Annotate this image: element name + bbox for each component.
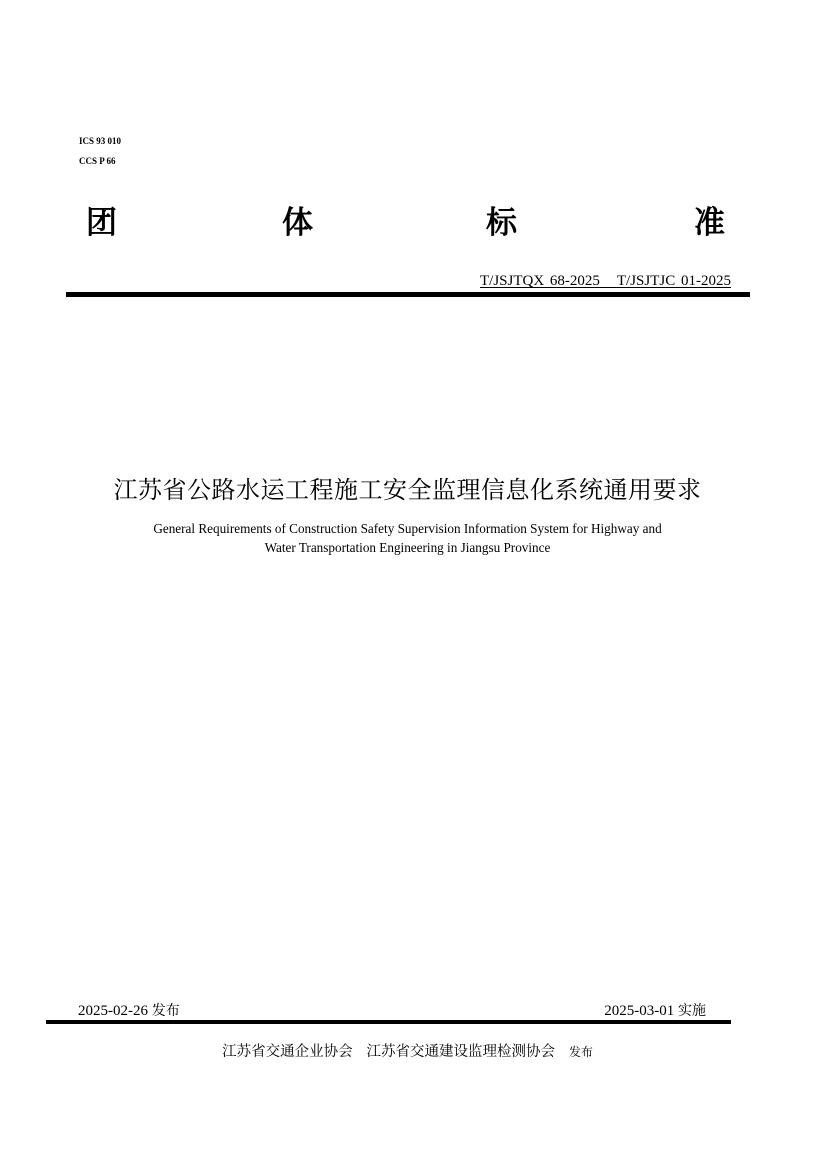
ics-code: ICS 93 010	[79, 136, 122, 146]
implement-date-block	[604, 1002, 706, 1020]
header-rule	[66, 292, 750, 297]
standard-code-2: T/JSJTJC 01-2025	[616, 273, 731, 289]
standard-codes	[480, 272, 731, 290]
standard-code-1: T/JSJTQX 68-2025	[479, 273, 600, 289]
header-char-ti: 体	[282, 205, 313, 241]
header-char-tuan: 团	[86, 205, 117, 241]
publisher-2: 江苏省交通建设监理检测协会	[366, 1044, 555, 1060]
publish-date: 2025-02-26	[78, 1003, 148, 1019]
implement-date: 2025-03-01	[604, 1003, 675, 1019]
publisher-1: 江苏省交通企业协会	[222, 1044, 353, 1060]
title-english	[70, 519, 745, 557]
title-english-line-1: General Requirements of Construction Safety Supervision Information System for Highway and	[153, 521, 662, 536]
title-english-line-2: Water Transportation Engineering in Jiangsu Province	[264, 540, 551, 555]
header-char-biao: 标	[486, 205, 517, 241]
publish-suffix: 发布	[568, 1045, 593, 1059]
publish-date-block	[78, 1002, 180, 1020]
footer-rule	[46, 1020, 731, 1024]
title-chinese: 江苏省公路水运工程施工安全监理信息化系统通用要求	[113, 476, 702, 504]
implement-label: 实施	[678, 1003, 706, 1019]
ccs-code: CCS P 66	[79, 156, 116, 166]
header-char-zhun: 准	[694, 205, 725, 241]
publish-label: 发布	[151, 1003, 180, 1019]
publishers-line	[0, 1042, 815, 1062]
